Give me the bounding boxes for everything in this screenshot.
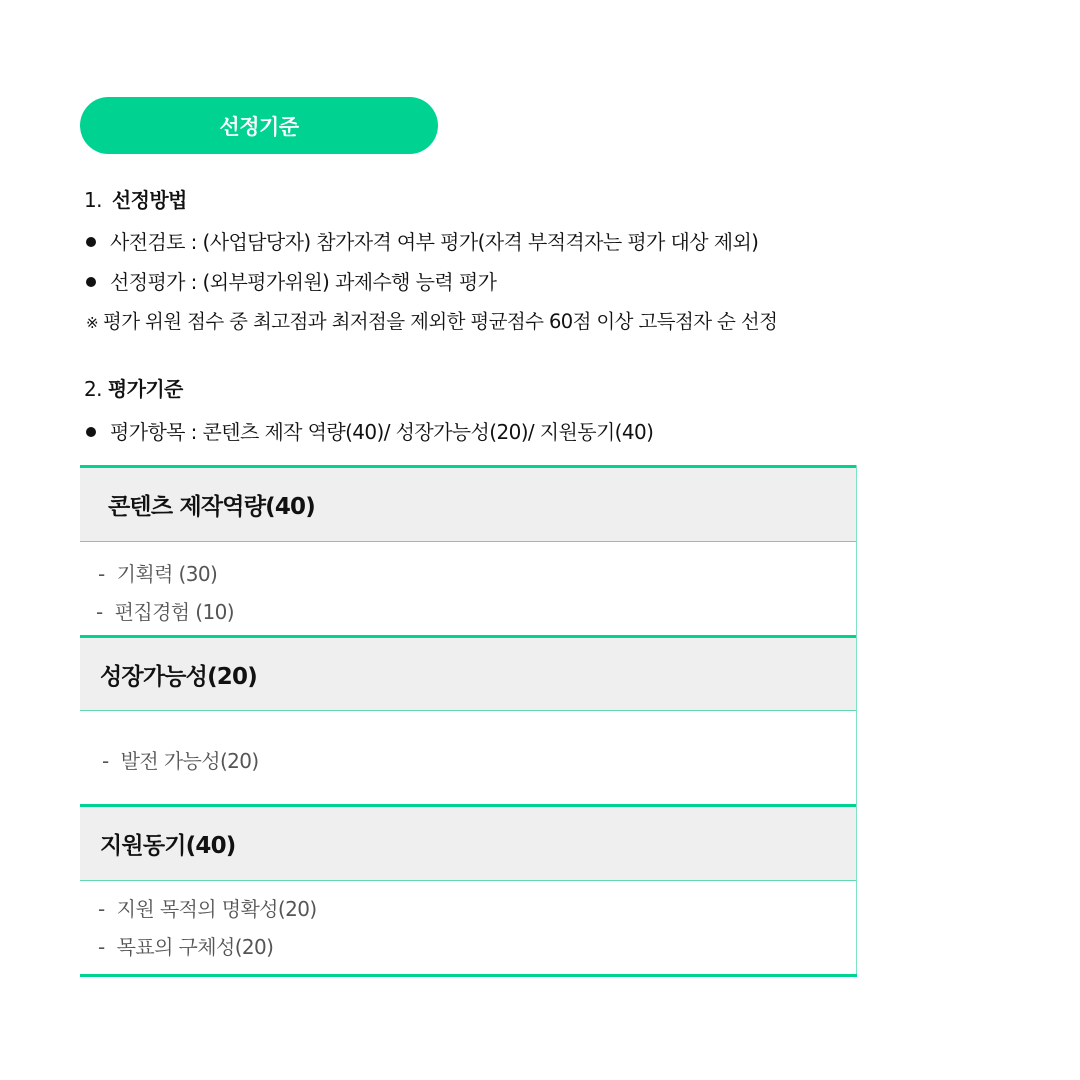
section1-title: 선정방법: [111, 188, 187, 212]
note-mark-icon: ※: [86, 314, 98, 332]
table-section-title: 콘텐츠 제작역량(40): [108, 494, 315, 520]
section2-heading: [84, 375, 183, 403]
table-bottom-border: [80, 974, 857, 977]
list-item: - 기획력 (30): [98, 562, 218, 586]
table-section-header: [80, 804, 856, 881]
section2-bullet: 평가항목 : 콘텐츠 제작 역량(40)/ 성장가능성(20)/ 지원동기(40): [84, 418, 653, 446]
table-section-title: 지원동기(40): [100, 833, 236, 859]
section2-title: 평가기준: [107, 377, 183, 401]
section1-number: 1.: [84, 188, 102, 212]
list-item: - 지원 목적의 명확성(20): [98, 897, 317, 921]
criteria-badge: 선정기준: [80, 97, 438, 154]
section1-note: [86, 308, 777, 337]
list-item: - 편집경험 (10): [96, 600, 234, 624]
list-item: - 발전 가능성(20): [102, 749, 259, 773]
section1-bullet-1: 사전검토 : (사업담당자) 참가자격 여부 평가(자격 부적격자는 평가 대상 제외): [84, 228, 758, 256]
section1-heading: [84, 186, 187, 214]
list-item: - 목표의 구체성(20): [98, 935, 274, 959]
table-section-title: 성장가능성(20): [100, 663, 257, 690]
table-section-header: [80, 465, 856, 542]
section2-number: 2.: [84, 377, 102, 401]
table-section-motivation: [80, 804, 857, 974]
table-section-header: [80, 635, 856, 711]
table-section-content: [80, 465, 857, 635]
section1-bullet-2: 선정평가 : (외부평가위원) 과제수행 능력 평가: [84, 268, 496, 296]
section1-note-text: 평가 위원 점수 중 최고점과 최저점을 제외한 평균점수 60점 이상 고득점자 순 선정: [102, 310, 778, 333]
table-section-growth: [80, 635, 857, 805]
